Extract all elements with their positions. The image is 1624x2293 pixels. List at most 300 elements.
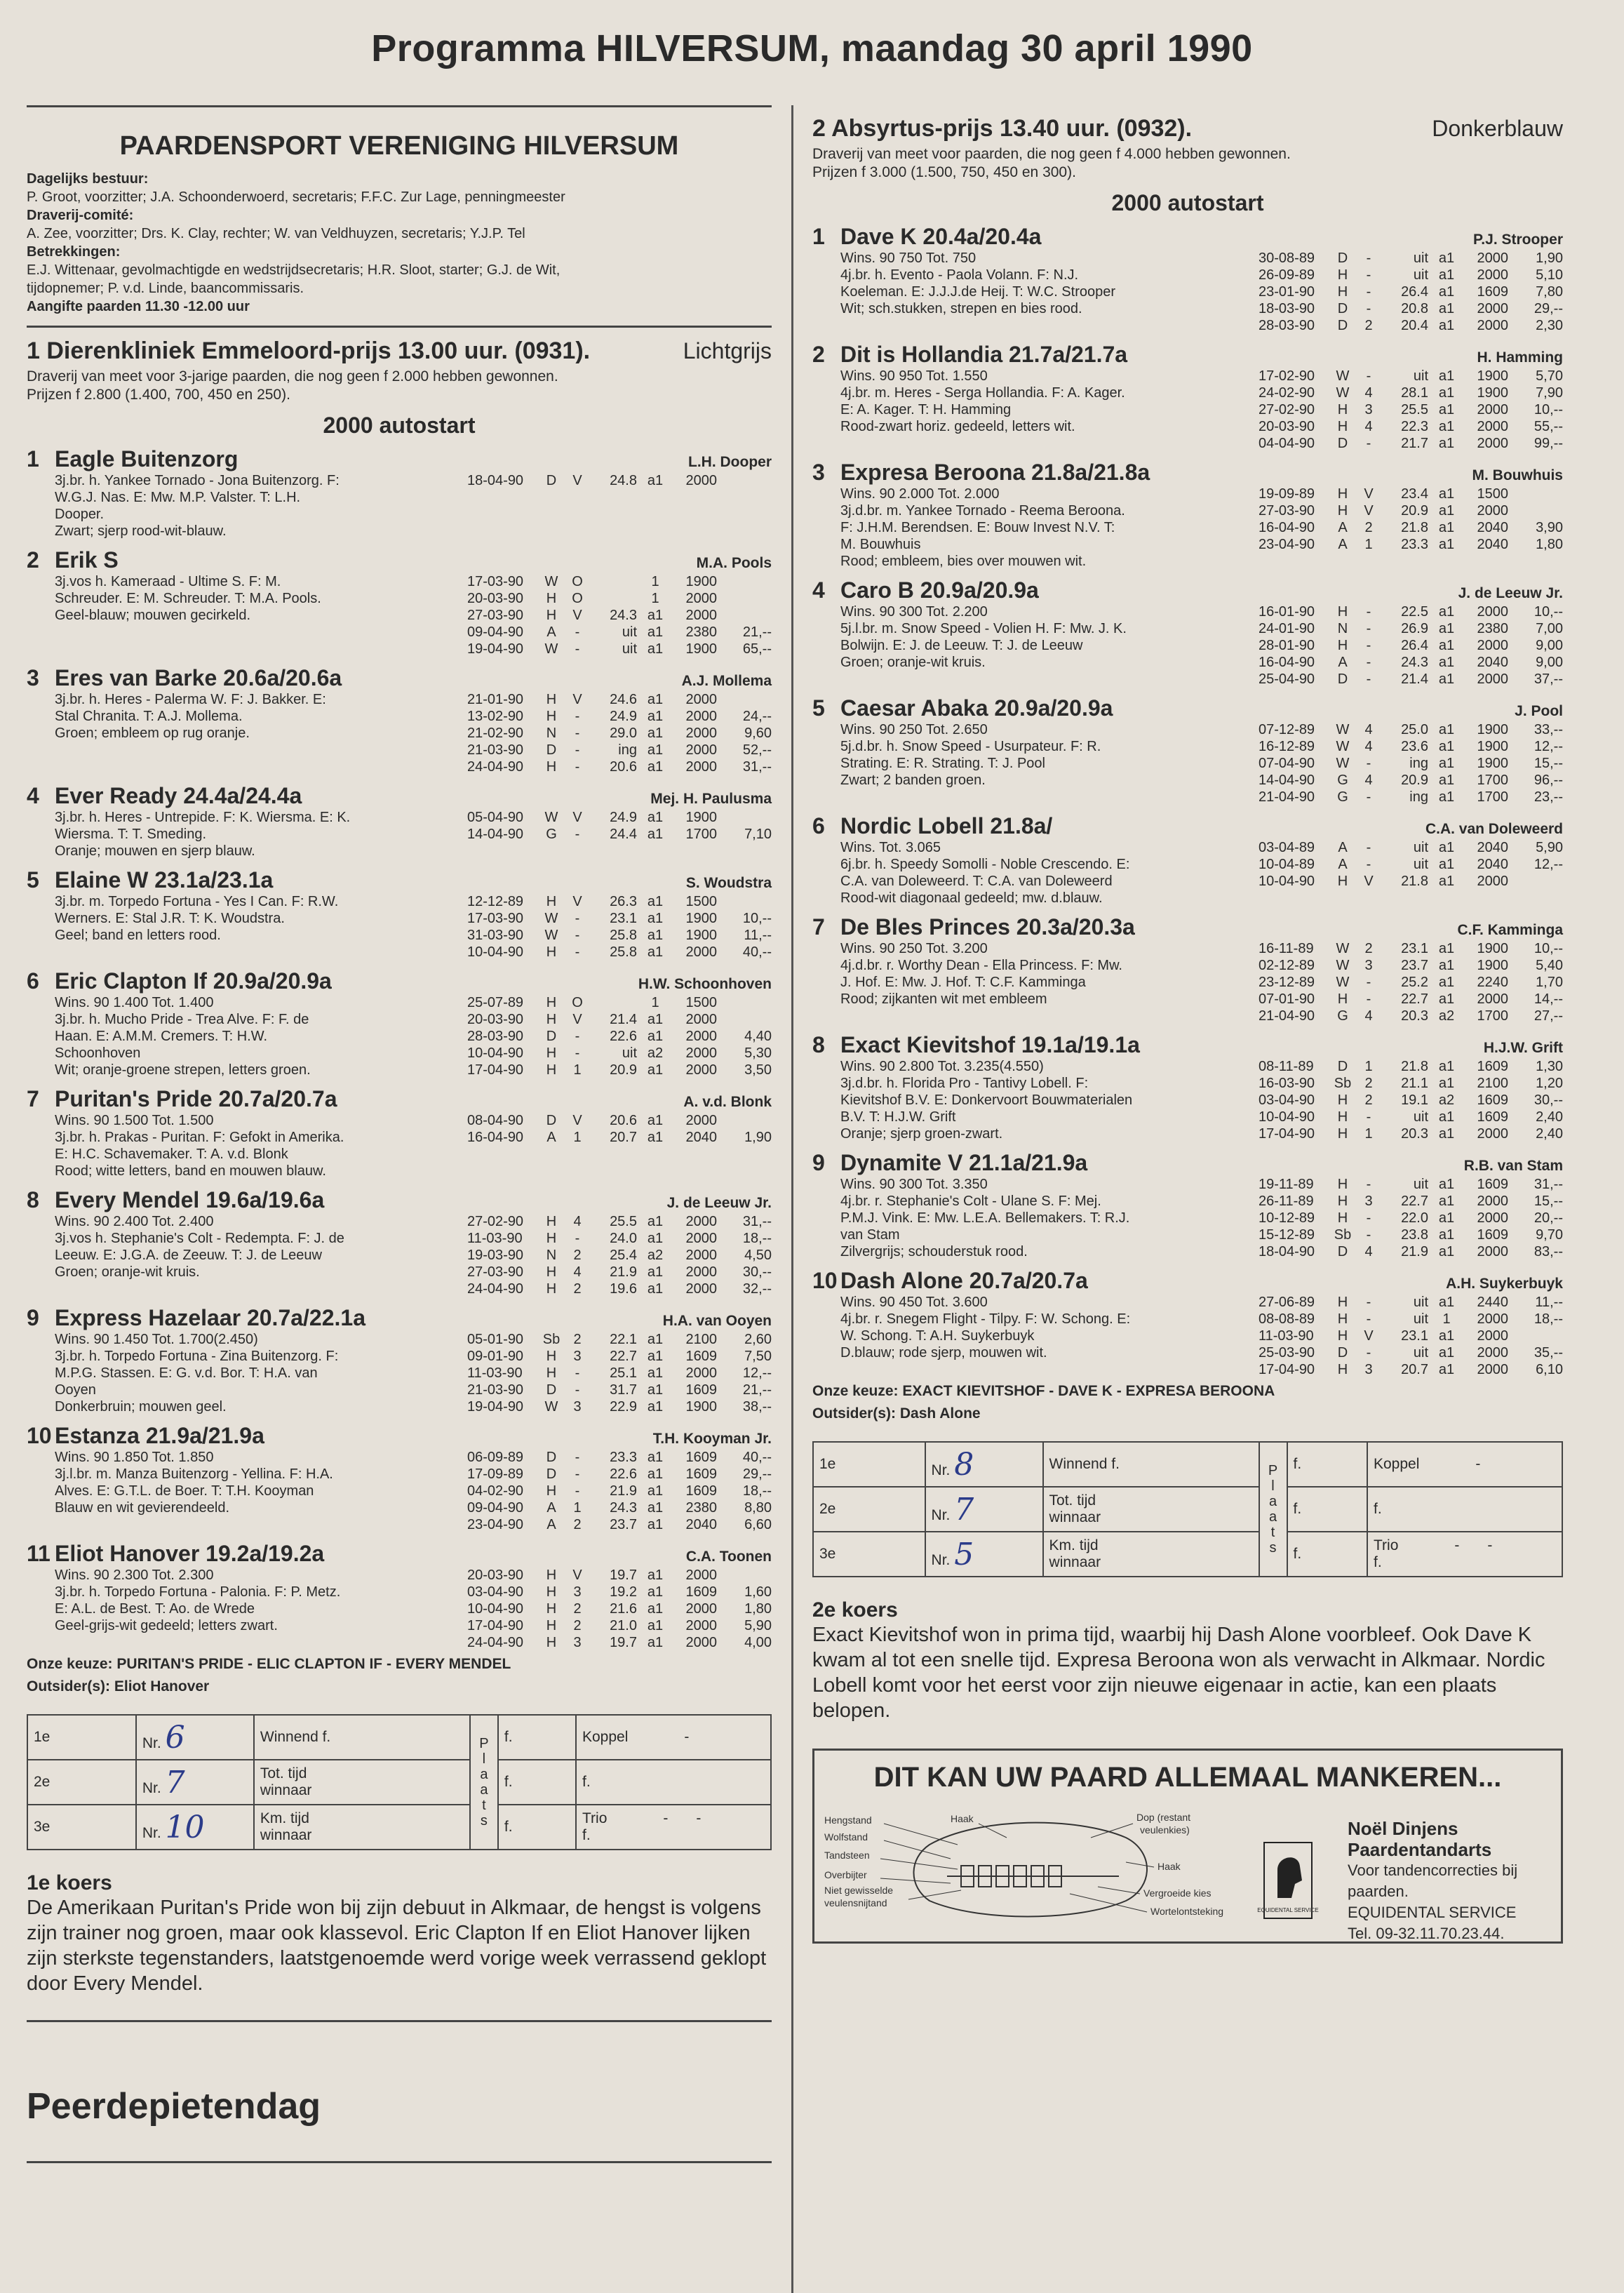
result-start: a1 — [1438, 318, 1455, 333]
horse-name: Dave K 20.4a/20.4a — [840, 224, 1042, 249]
association-text: tijdopnemer; P. v.d. Linde, baancommissaris. — [27, 281, 304, 296]
combo-cell — [1367, 1532, 1562, 1577]
race-description-line: Draverij van meet voor paarden, die nog geen f 4.000 hebben gewonnen. — [812, 146, 1291, 162]
result-track: W — [1336, 756, 1350, 771]
our-pick-label: Onze keuze: — [812, 1383, 899, 1399]
svg-text:veulensnijtand: veulensnijtand — [824, 1897, 887, 1908]
result-start: a1 — [647, 1029, 664, 1044]
horse-number: 9 — [27, 1305, 39, 1330]
result-date: 18-04-90 — [1259, 1244, 1315, 1259]
result-track: H — [546, 1618, 557, 1633]
horse-results — [467, 1449, 772, 1533]
horse-trainer: M.A. Pools — [696, 555, 772, 571]
horse-trainer: A.H. Suykerbuyk — [1446, 1276, 1563, 1292]
result-time — [588, 994, 637, 1011]
horse-body — [840, 1267, 1563, 1378]
result-row — [467, 994, 772, 1011]
plaats-letter: l — [482, 1751, 486, 1767]
result-payout: 27,-- — [1534, 1008, 1563, 1024]
result-payout — [1508, 873, 1563, 890]
result-track: H — [1337, 1126, 1348, 1142]
horse-info-line: Ooyen — [55, 1382, 96, 1398]
result-place: 4 — [1364, 1008, 1373, 1024]
result-start: a1 — [647, 1618, 664, 1633]
handwritten-number: 8 — [954, 1446, 974, 1483]
result-distance: 2000 — [1477, 436, 1508, 451]
result-distance: 2000 — [1477, 874, 1508, 889]
result-row — [1259, 283, 1563, 300]
result-payout: 33,-- — [1534, 722, 1563, 737]
result-track: H — [1337, 486, 1348, 502]
result-distance: 2000 — [1477, 1210, 1508, 1226]
result-track: H — [1337, 419, 1348, 434]
horse-info-line: Wins. 90 300 Tot. 3.350 — [840, 1177, 988, 1192]
result-track: D — [1337, 436, 1348, 451]
result-distance: 1900 — [685, 1399, 717, 1415]
result-form-row — [27, 1715, 771, 1760]
result-start: a2 — [647, 1045, 664, 1061]
horse-body — [55, 1304, 772, 1415]
result-place: - — [575, 709, 580, 724]
horse-info-line: Wins. 90 1.400 Tot. 1.400 — [55, 995, 214, 1010]
result-start: a1 — [647, 1349, 664, 1364]
result-date: 23-04-90 — [467, 1517, 524, 1532]
result-time: 26.9 — [1401, 621, 1428, 636]
result-row — [1259, 957, 1563, 974]
horse-results — [467, 1213, 772, 1297]
result-start: a1 — [647, 1332, 664, 1347]
result-payout: 7,10 — [744, 827, 772, 842]
result-row — [467, 758, 772, 775]
horse-info — [840, 721, 1259, 805]
result-distance: 2000 — [1477, 1345, 1508, 1361]
result-place: V — [1364, 503, 1374, 519]
result-time: 22.5 — [1401, 604, 1428, 620]
result-row — [467, 893, 772, 910]
result-row — [1259, 755, 1563, 772]
result-distance: 2000 — [1477, 503, 1508, 519]
result-start: a1 — [647, 1214, 664, 1229]
result-payout: 3,90 — [1536, 520, 1563, 535]
result-row — [467, 1213, 772, 1230]
result-track: H — [546, 1281, 557, 1297]
horse-details — [840, 721, 1563, 805]
column-divider — [791, 105, 793, 2293]
result-time: 21.6 — [610, 1601, 637, 1617]
svg-text:Niet gewisselde: Niet gewisselde — [824, 1885, 894, 1896]
result-time: uit — [1413, 1295, 1428, 1310]
our-pick-label: Onze keuze: — [27, 1656, 113, 1672]
dash: - — [684, 1729, 690, 1745]
horse-info-line: Wiersma. T: T. Smeding. — [55, 827, 206, 842]
dash: - — [1475, 1456, 1481, 1472]
race-commentary-title: 2e koers — [812, 1598, 898, 1622]
result-payout: 40,-- — [742, 944, 772, 960]
result-row — [1259, 1092, 1563, 1109]
result-payout: 29,-- — [742, 1466, 772, 1482]
amount-label: Km. tijd — [1049, 1537, 1099, 1553]
result-distance: 1900 — [685, 928, 717, 943]
number-cell — [136, 1805, 254, 1850]
result-payout: 10,-- — [1534, 604, 1563, 620]
horse-name-row — [840, 459, 1563, 486]
result-track: D — [546, 1450, 557, 1465]
result-date: 24-04-90 — [467, 759, 524, 775]
result-start: 1 — [651, 995, 659, 1010]
result-track: H — [1337, 1295, 1348, 1310]
horse-info — [55, 994, 467, 1078]
result-place: O — [572, 591, 583, 606]
result-row — [467, 1499, 772, 1516]
result-payout: 5,70 — [1536, 368, 1563, 384]
result-track: W — [1336, 385, 1350, 401]
result-place: V — [572, 894, 582, 909]
horse-results — [1259, 486, 1563, 570]
result-row — [467, 1634, 772, 1651]
result-track: A — [546, 1130, 556, 1145]
result-payout: 30,-- — [1534, 1092, 1563, 1108]
result-row — [467, 725, 772, 742]
result-track: H — [546, 1045, 557, 1061]
horse-body — [840, 459, 1563, 570]
horse-info-line: 3j.br. m. Torpedo Fortuna - Yes I Can. F: R.W. — [55, 894, 339, 909]
result-time: 26.4 — [1401, 284, 1428, 300]
result-time: 31.7 — [610, 1382, 637, 1398]
horse-info-line: 4j.br. r. Stephanie's Colt - Ulane S. F: Mej. — [840, 1194, 1101, 1209]
result-date: 10-04-90 — [1259, 1109, 1315, 1125]
result-start: a1 — [1438, 1244, 1455, 1259]
result-row — [1259, 536, 1563, 553]
result-distance: 1700 — [1477, 773, 1508, 788]
association-line — [27, 206, 772, 225]
result-row — [467, 691, 772, 708]
horse-info-line: 4j.br. m. Heres - Serga Hollandia. F: A. Kager. — [840, 385, 1125, 401]
horse-results — [1259, 940, 1563, 1024]
result-distance: 2040 — [1477, 655, 1508, 670]
amount-cell: f. — [498, 1760, 576, 1805]
result-track: W — [544, 641, 558, 657]
result-track: D — [1337, 250, 1348, 266]
result-track: D — [1337, 1244, 1348, 1259]
result-place: V — [572, 1113, 582, 1128]
trio-row — [1374, 1537, 1556, 1554]
finish-position: 3e — [27, 1805, 136, 1850]
svg-text:EQUIDENTAL SERVICE: EQUIDENTAL SERVICE — [1257, 1907, 1319, 1913]
result-start: a1 — [647, 1382, 664, 1398]
result-distance: 1900 — [1477, 756, 1508, 771]
result-date: 04-02-90 — [467, 1483, 524, 1499]
result-track: W — [544, 1399, 558, 1415]
result-place: - — [575, 759, 580, 775]
horse-details — [840, 603, 1563, 688]
result-time: 24.3 — [610, 608, 637, 623]
result-time: 20.7 — [1401, 1362, 1428, 1377]
result-place: 2 — [573, 1332, 582, 1347]
result-distance: 1609 — [1477, 1227, 1508, 1243]
result-date: 07-04-90 — [1259, 756, 1315, 771]
result-form-row — [813, 1532, 1562, 1577]
result-start: a1 — [647, 827, 664, 842]
horse-trainer: S. Woudstra — [685, 875, 772, 891]
result-track: H — [1337, 1092, 1348, 1108]
horse-info-line: Rood; zijkanten wit met embleem — [840, 991, 1047, 1007]
race-2 — [812, 115, 1563, 1723]
result-date: 17-03-90 — [467, 911, 524, 926]
result-distance: 1900 — [685, 810, 717, 825]
amount-label: winnaar — [260, 1827, 312, 1843]
horse-info-line: Geel; band en letters rood. — [55, 928, 221, 943]
result-row — [1259, 1058, 1563, 1075]
result-date: 20-03-90 — [467, 1567, 524, 1583]
association-line — [27, 279, 772, 298]
horse-number: 10 — [812, 1268, 838, 1293]
result-track: H — [546, 1601, 557, 1617]
result-track: H — [1337, 638, 1348, 653]
result-date: 16-04-90 — [1259, 520, 1315, 535]
horse-details — [55, 893, 772, 961]
horse-info-line: Wins. 90 2.000 Tot. 2.000 — [840, 486, 1000, 502]
result-track: D — [1337, 318, 1348, 333]
result-payout: 14,-- — [1534, 991, 1563, 1007]
result-distance: 2000 — [685, 692, 717, 707]
amount-label: Winnend f. — [1049, 1456, 1120, 1472]
result-track: D — [1337, 671, 1348, 687]
dental-advertisement — [812, 1749, 1563, 1944]
result-time: 22.7 — [1401, 991, 1428, 1007]
result-start: a1 — [647, 1601, 664, 1617]
result-distance: 1900 — [1477, 739, 1508, 754]
result-place: 4 — [1364, 1244, 1373, 1259]
result-row — [1259, 789, 1563, 805]
result-start: a1 — [1438, 789, 1455, 805]
our-pick — [812, 1382, 1563, 1400]
result-track: W — [1336, 739, 1350, 754]
horse-details — [55, 994, 772, 1078]
result-start: a1 — [647, 1450, 664, 1465]
horse-info-line: 3j.vos h. Stephanie's Colt - Redempta. F: J. de — [55, 1231, 344, 1246]
result-row — [1259, 738, 1563, 755]
our-pick-value: EXACT KIEVITSHOF - DAVE K - EXPRESA BEROONA — [902, 1383, 1275, 1399]
result-payout: 2,40 — [1536, 1126, 1563, 1142]
result-date: 20-03-90 — [1259, 419, 1315, 434]
number-label: Nr. — [142, 1734, 161, 1751]
result-date: 21-03-90 — [467, 742, 524, 758]
horse-details — [55, 1213, 772, 1297]
result-track: H — [546, 591, 557, 606]
horse-info-line: M.P.G. Stassen. E: G. v.d. Bor. T: H.A. van — [55, 1365, 318, 1381]
company-line: EQUIDENTAL SERVICE — [1348, 1904, 1517, 1921]
result-row — [1259, 267, 1563, 283]
result-time: 21.4 — [1401, 671, 1428, 687]
result-payout: 32,-- — [742, 1281, 772, 1297]
amount-label: winnaar — [1049, 1509, 1101, 1525]
result-date: 09-01-90 — [467, 1349, 524, 1364]
horse-info-line: Wins. 90 250 Tot. 3.200 — [840, 941, 988, 956]
result-date: 03-04-90 — [1259, 1092, 1315, 1108]
horse-info-line: Rood-zwart horiz. gedeeld, letters wit. — [840, 419, 1075, 434]
result-distance: 2000 — [685, 1029, 717, 1044]
result-time: 22.1 — [610, 1332, 637, 1347]
result-row — [467, 826, 772, 843]
result-time: 25.5 — [610, 1214, 637, 1229]
result-payout: 10,-- — [1534, 402, 1563, 417]
result-date: 16-03-90 — [1259, 1076, 1315, 1091]
result-distance: 2000 — [685, 944, 717, 960]
race-description — [812, 145, 1563, 182]
result-row — [1259, 873, 1563, 890]
result-place: 2 — [573, 1248, 582, 1263]
outsider-value: Eliot Hanover — [114, 1678, 210, 1694]
result-start: a1 — [1438, 284, 1455, 300]
horse-results — [1259, 839, 1563, 907]
result-payout — [717, 1011, 772, 1028]
number-cell — [925, 1532, 1043, 1577]
result-date: 07-01-90 — [1259, 991, 1315, 1007]
result-row — [467, 809, 772, 826]
result-payout: 1,90 — [744, 1130, 772, 1145]
association-line — [27, 298, 772, 316]
result-time: 24.0 — [610, 1231, 637, 1246]
result-row — [467, 1365, 772, 1382]
horse-info-line: Leeuw. E: J.G.A. de Zeeuw. T: J. de Leeuw — [55, 1248, 322, 1263]
result-date: 16-11-89 — [1259, 941, 1314, 956]
result-row — [1259, 671, 1563, 688]
result-distance: 2000 — [685, 1635, 717, 1650]
result-payout: 55,-- — [1534, 419, 1563, 434]
number-label: Nr. — [931, 1506, 951, 1523]
result-payout — [1508, 1328, 1563, 1344]
result-payout: 7,00 — [1536, 621, 1563, 636]
result-start: a1 — [1438, 941, 1455, 956]
result-date: 10-04-90 — [1259, 874, 1315, 889]
result-track: A — [546, 624, 556, 640]
result-start: 1 — [651, 574, 659, 589]
horse-details — [55, 1449, 772, 1533]
result-start: a1 — [1438, 1295, 1455, 1310]
result-payout — [717, 472, 772, 489]
horse-entry — [27, 1186, 772, 1297]
result-date: 24-04-90 — [467, 1281, 524, 1297]
number-label: Nr. — [142, 1779, 161, 1796]
result-payout — [717, 994, 772, 1011]
koppel-amount: f. — [1374, 1501, 1382, 1517]
horse-details — [840, 486, 1563, 570]
result-start: a1 — [647, 944, 664, 960]
association-details — [27, 170, 772, 316]
trio-row — [582, 1810, 765, 1827]
result-distance: 2000 — [1477, 1194, 1508, 1209]
result-row — [1259, 385, 1563, 401]
horse-name-row — [55, 1540, 772, 1567]
result-payout: 30,-- — [742, 1264, 772, 1280]
result-time: 25.1 — [610, 1365, 637, 1381]
result-time: 21.1 — [1401, 1076, 1428, 1091]
result-payout: 9,60 — [744, 726, 772, 741]
result-distance: 2240 — [1477, 975, 1508, 990]
svg-text:Overbijter: Overbijter — [824, 1869, 867, 1880]
result-time: 21.9 — [610, 1264, 637, 1280]
result-time: 25.8 — [610, 928, 637, 943]
result-place: V — [572, 1567, 582, 1583]
horse-entry — [812, 813, 1563, 907]
result-distance: 2000 — [1477, 419, 1508, 434]
result-payout: 12,-- — [1534, 739, 1563, 754]
result-time: uit — [1413, 1109, 1428, 1125]
result-start: a1 — [1438, 385, 1455, 401]
result-date: 17-04-90 — [1259, 1362, 1315, 1377]
result-time: uit — [1413, 1177, 1428, 1192]
result-date: 10-04-90 — [467, 1045, 524, 1061]
horse-body — [840, 695, 1563, 805]
result-track: D — [546, 1466, 557, 1482]
result-place: - — [575, 911, 580, 926]
horse-info-line: Wins. Tot. 3.065 — [840, 840, 941, 855]
result-place: - — [1366, 1227, 1371, 1243]
plaats-letter: t — [1270, 1525, 1275, 1540]
horse-info-line: J. Hof. E: Mw. J. Hof. T: C.F. Kamminga — [840, 975, 1086, 990]
result-distance: 2040 — [1477, 537, 1508, 552]
association-title: PAARDENSPORT VERENIGING HILVERSUM — [119, 131, 679, 161]
result-date: 14-04-90 — [1259, 773, 1315, 788]
result-track: H — [1337, 503, 1348, 519]
result-date: 18-04-90 — [467, 473, 524, 488]
horse-results — [467, 573, 772, 657]
horse-info-line: W.G.J. Nas. E: Mw. M.P. Valster. T: L.H. — [55, 490, 301, 505]
horse-info-line: 3j.br. h. Yankee Tornado - Jona Buitenzorg. F: — [55, 473, 340, 488]
result-place: 3 — [1364, 1194, 1373, 1209]
result-place: 1 — [1364, 1059, 1373, 1074]
result-row — [467, 590, 772, 607]
result-distance: 2040 — [685, 1517, 717, 1532]
result-payout: 9,70 — [1536, 1227, 1563, 1243]
result-start: a1 — [647, 624, 664, 640]
horse-results — [1259, 721, 1563, 805]
horse-results — [1259, 368, 1563, 452]
result-row — [1259, 1210, 1563, 1226]
result-start: a1 — [1438, 604, 1455, 620]
horse-info-line: Schreuder. E: M. Schreuder. T: M.A. Pools. — [55, 591, 321, 606]
result-row — [1259, 1328, 1563, 1344]
amount-cell: f. — [498, 1715, 576, 1760]
result-distance: 2000 — [685, 1264, 717, 1280]
horse-info-line: Groen; oranje-wit kruis. — [840, 655, 986, 670]
horse-details — [55, 1112, 772, 1179]
horse-info-line: Zilvergrijs; schouderstuk rood. — [840, 1244, 1028, 1259]
result-distance: 2000 — [1477, 250, 1508, 266]
result-start: a1 — [647, 709, 664, 724]
result-distance: 2000 — [685, 759, 717, 775]
horse-info-line: 3j.br. h. Heres - Untrepide. F: K. Wiersma. E: K. — [55, 810, 351, 825]
horse-info-line: P.M.J. Vink. E: Mw. L.E.A. Bellemakers. T: R.J. — [840, 1210, 1130, 1226]
company-line: Voor tandencorrecties bij — [1348, 1861, 1518, 1879]
result-start: a1 — [1438, 250, 1455, 266]
result-start: a1 — [1438, 520, 1455, 535]
result-date: 19-03-90 — [467, 1248, 524, 1263]
result-time: 23.3 — [1401, 537, 1428, 552]
result-payout: 1,80 — [744, 1601, 772, 1617]
horse-info — [840, 1058, 1259, 1142]
result-date: 08-04-90 — [467, 1113, 524, 1128]
result-time: 22.7 — [1401, 1194, 1428, 1209]
horse-entry — [27, 782, 772, 860]
result-place: V — [1364, 874, 1374, 889]
horse-name: Erik S — [55, 547, 119, 573]
result-row — [1259, 300, 1563, 317]
svg-text:Wortelontsteking: Wortelontsteking — [1150, 1906, 1224, 1917]
result-place: - — [575, 1029, 580, 1044]
result-start: a1 — [1438, 368, 1455, 384]
result-row — [1259, 721, 1563, 738]
